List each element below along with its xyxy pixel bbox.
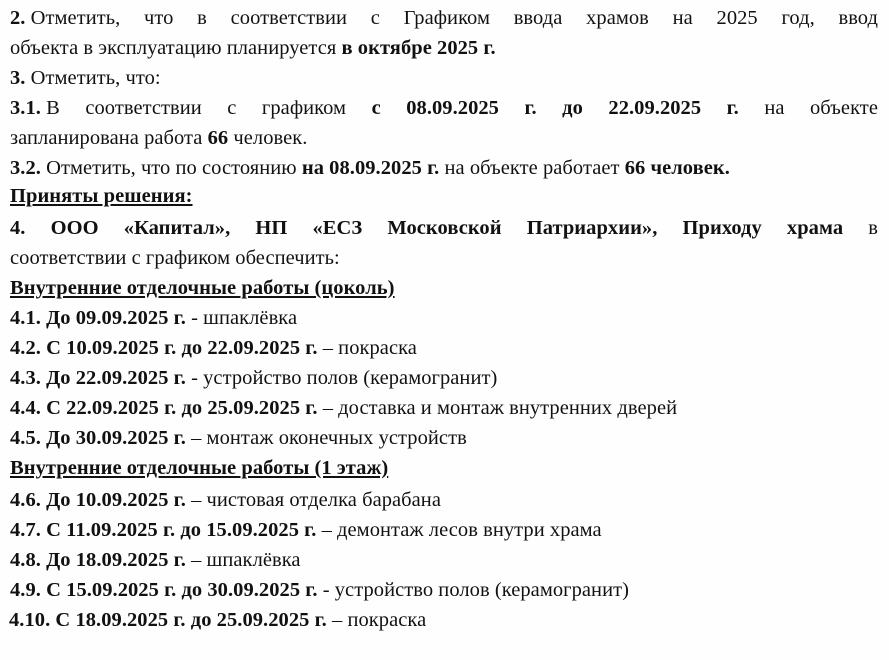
list-item-text: – демонтаж лесов внутри храма: [316, 519, 602, 541]
item-3-2-date: на 08.09.2025 г.: [301, 157, 440, 179]
list-item-date: 4.4. С 22.09.2025 г. до 25.09.2025 г.: [10, 397, 318, 419]
bold-word: до: [562, 97, 583, 119]
list-item: [10, 488, 441, 512]
item-3-1-count: 66: [207, 127, 229, 149]
list-item: [10, 548, 301, 572]
bold-word: НП: [255, 217, 288, 239]
item-3-1-text: запланирована работа: [10, 127, 208, 149]
item-3-1-line-1: [10, 96, 878, 120]
bold-word: Приходу: [682, 217, 762, 239]
section-heading-basement: Внутренние отделочные работы (цоколь): [10, 277, 395, 299]
item-3-line: [10, 66, 161, 90]
bold-word: ООО: [50, 217, 99, 239]
bold-word: Московской: [387, 217, 502, 239]
item-3-2-number: 3.2.: [10, 157, 41, 179]
list-item: [9, 608, 426, 632]
list-item: [10, 366, 497, 390]
list-item: [10, 518, 602, 542]
list-item: [10, 306, 297, 330]
item-4-line-1: [10, 216, 878, 240]
list-item-date: 4.6. До 10.09.2025 г.: [10, 489, 186, 511]
list-item-date: 4.2. С 10.09.2025 г. до 22.09.2025 г.: [10, 337, 318, 359]
list-item-text: – шпаклёвка: [185, 549, 301, 571]
list-item-text: - устройство полов (керамогранит): [317, 579, 629, 601]
word: соответствии: [85, 97, 202, 119]
list-item-text: – монтаж оконечных устройств: [185, 427, 467, 449]
word: в: [868, 217, 878, 239]
item-2-bold-date: в октябре 2025 г.: [341, 37, 496, 59]
item-3-1-line-2: [10, 126, 307, 150]
list-item-date: 4.1. До 09.09.2025 г.: [10, 307, 186, 329]
item-2-line-2: [10, 36, 496, 60]
word: графиком: [261, 97, 347, 119]
list-item-date: 4.3. До 22.09.2025 г.: [10, 367, 186, 389]
item-3-1-tail: человек.: [228, 127, 308, 149]
bold-word: храма: [786, 217, 844, 239]
item-3-2-text-2: на объекте работает: [439, 157, 625, 179]
item-2-text: объекта в эксплуатацию планируется: [10, 37, 342, 59]
item-3-number: 3.: [10, 67, 26, 89]
list-item-text: - шпаклёвка: [185, 307, 298, 329]
item-3-2-text-1: Отметить, что по состоянию: [40, 157, 302, 179]
word: ввода: [513, 7, 563, 29]
decisions-heading: Приняты решения:: [10, 185, 193, 207]
word: ввод: [838, 7, 878, 29]
word: Отметить,: [30, 7, 121, 29]
bold-word: 22.09.2025: [608, 97, 702, 119]
item-4-line-2: соответствии с графиком обеспечить:: [10, 247, 340, 269]
word: на: [672, 7, 693, 29]
word: с: [227, 97, 237, 119]
word: объекте: [810, 97, 878, 119]
bold-word: «ЕСЗ: [312, 217, 363, 239]
word: Графиком: [403, 7, 490, 29]
item-2-number: 2.: [10, 7, 26, 29]
list-item-date: 4.9. С 15.09.2025 г. до 30.09.2025 г.: [10, 579, 318, 601]
list-item-text: – доставка и монтаж внутренних дверей: [317, 397, 678, 419]
bold-word: г.: [524, 97, 537, 119]
word: соответствии: [230, 7, 348, 29]
word: храмов: [586, 7, 649, 29]
list-item-text: – покраска: [317, 337, 417, 359]
list-item: [10, 578, 629, 602]
list-item-text: – покраска: [326, 609, 427, 631]
item-2-line-1: [10, 6, 878, 30]
section-heading-floor-1: Внутренние отделочные работы (1 этаж): [10, 457, 389, 479]
bold-word: 08.09.2025: [406, 97, 499, 119]
list-item-text: – чистовая отделка барабана: [185, 489, 441, 511]
list-item: [10, 426, 467, 450]
word: в: [197, 7, 207, 29]
item-3-text: Отметить, что:: [25, 67, 161, 89]
list-item-text: - устройство полов (керамогранит): [185, 367, 498, 389]
bold-word: г.: [726, 97, 739, 119]
bold-word: Патриархии»,: [526, 217, 658, 239]
word: 2025: [716, 7, 758, 29]
item-3-2-count: 66 человек.: [624, 157, 730, 179]
word: с: [370, 7, 380, 29]
list-item: [10, 396, 677, 420]
list-item: [10, 336, 417, 360]
bold-word: 4.: [10, 217, 26, 239]
list-item-date: 4.10. С 18.09.2025 г. до 25.09.2025 г.: [9, 609, 327, 631]
word: год,: [781, 7, 815, 29]
word: В: [46, 97, 60, 119]
item-3-1-number: 3.1.: [10, 97, 41, 119]
list-item-date: 4.7. С 11.09.2025 г. до 15.09.2025 г.: [10, 519, 317, 541]
word: на: [764, 97, 785, 119]
list-item-date: 4.5. До 30.09.2025 г.: [10, 427, 186, 449]
word: что: [144, 7, 174, 29]
bold-word: с: [371, 97, 381, 119]
bold-word: «Капитал»,: [123, 217, 231, 239]
item-3-2-line: [10, 156, 730, 180]
list-item-date: 4.8. До 18.09.2025 г.: [10, 549, 186, 571]
